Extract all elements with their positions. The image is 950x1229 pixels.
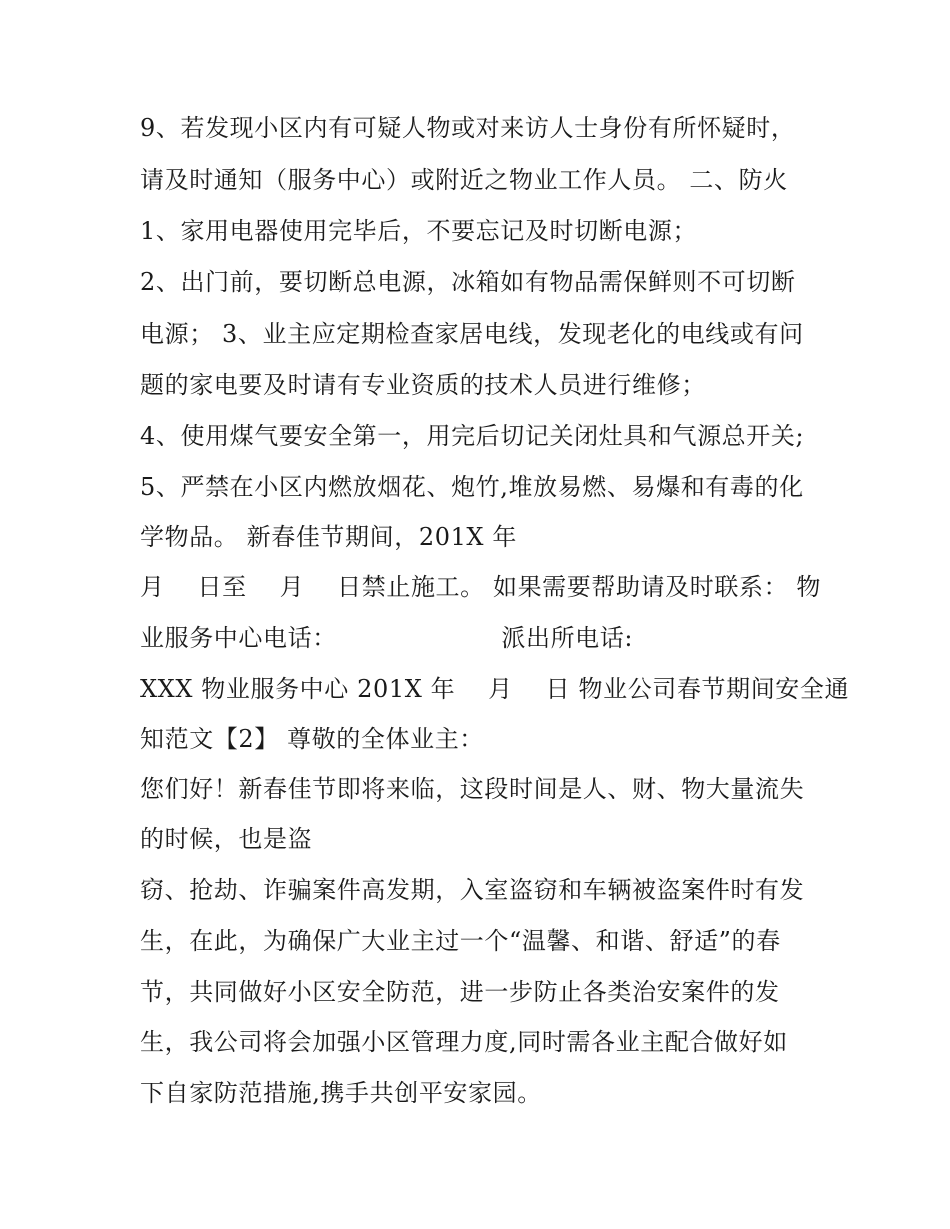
text-line: 的时候，也是盗 [140, 825, 313, 853]
text-line: 2、出门前，要切断总电源，冰箱如有物品需保鲜则不可切断 [140, 268, 796, 296]
text-line: 9、若发现小区内有可疑人物或对来访人士身份有所怀疑时， [140, 114, 796, 142]
text-line: 业服务中心电话： 派出所电话: [140, 624, 634, 652]
text-line: 窃、抢劫、诈骗案件高发期，入室盗窃和车辆被盗案件时有发 [140, 876, 805, 904]
text-line: 请及时通知（服务中心）或附近之物业工作人员。 二、防火 [140, 166, 788, 194]
text-line: 知范文【2】 尊敬的全体业主： [140, 725, 484, 753]
text-line: 学物品。 新春佳节期间，201X 年 [140, 523, 517, 551]
text-line: 节，共同做好小区安全防范，进一步防止各类治安案件的发 [140, 978, 780, 1006]
text-line: XXX 物业服务中心 201X 年 月 日 物业公司春节期间安全通 [140, 675, 850, 703]
text-line: 题的家电要及时请有专业资质的技术人员进行维修； [140, 371, 706, 399]
text-line: 月 日至 月 日禁止施工。 如果需要帮助请及时联系： 物 [140, 573, 822, 601]
text-line: 您们好！新春佳节即将来临，这段时间是人、财、物大量流失 [140, 775, 805, 803]
text-line: 5、严禁在小区内燃放烟花、炮竹,堆放易燃、易爆和有毒的化 [140, 473, 804, 501]
text-line: 下自家防范措施,携手共创平安家园。 [140, 1079, 542, 1107]
text-line: 生，我公司将会加强小区管理力度,同时需各业主配合做好如 [140, 1028, 788, 1056]
text-line: 1、家用电器使用完毕后，不要忘记及时切断电源； [140, 217, 698, 245]
text-line: 4、使用煤气要安全第一，用完后切记关闭灶具和气源总开关; [140, 422, 805, 450]
text-line: 电源； 3、业主应定期检查家居电线，发现老化的电线或有问 [140, 320, 804, 348]
text-line: 生，在此，为确保广大业主过一个“温馨、和谐、舒适”的春 [140, 927, 781, 955]
